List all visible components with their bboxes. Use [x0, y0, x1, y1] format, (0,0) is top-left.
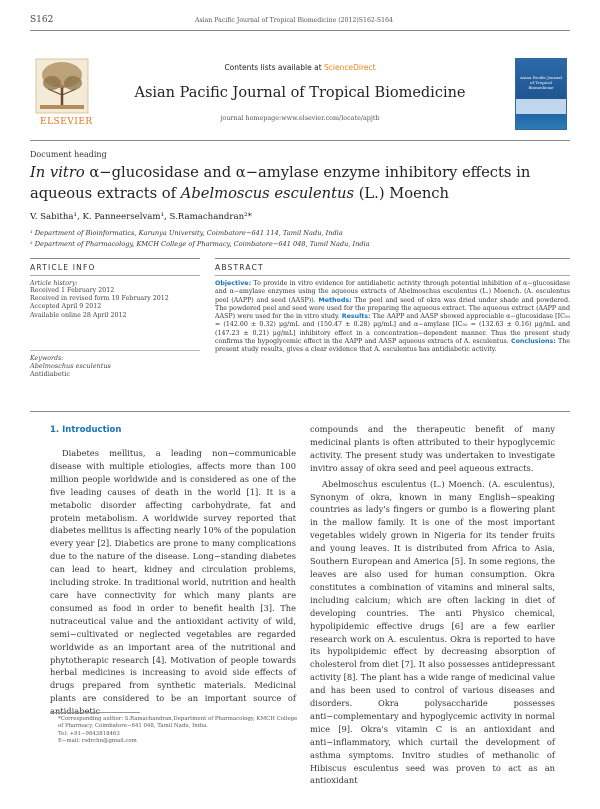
footnote-line: Tel: +91−9843818463 [58, 730, 120, 737]
abstract-text [215, 280, 570, 355]
sciencedirect-link[interactable]: ScienceDirect [324, 63, 376, 72]
history-label: Article history: [30, 280, 78, 287]
results-label: Results: [341, 313, 371, 321]
body-column-right [310, 423, 555, 787]
footnote-line: *Corresponding author: S.Ramachandran,Department of Pharmacology, KMCH College of Pharmacy, Coimbatore−641 048, Tamil Nadu, India. [58, 716, 298, 730]
title-part-species: Abelmoscus esculentus [180, 185, 355, 202]
footnote-email[interactable]: E−mail: rsdrchn@gmail.com [58, 738, 137, 745]
history-revised: Received in revised form 10 February 2012 [30, 295, 169, 303]
cover-band [516, 99, 566, 114]
objective-label: Objective: [215, 280, 252, 287]
conclusions-text: The present study results, gives a clear evidence that A. esculentus has antidiabetic activity. [215, 338, 571, 354]
keyword-item: Antidiabetic [30, 370, 71, 379]
journal-homepage[interactable]: journal homepage:www.elsevier.com/locate/apjtb [220, 114, 380, 122]
keyword-item: Abelmoschus esculentus [30, 361, 111, 370]
article-info-column [30, 258, 200, 379]
affiliation-1: ¹ Department of Bioinformatics, Karunya University, Coimbatore−641 114, Tamil Nadu, India [30, 229, 343, 237]
footnote-rule [50, 712, 140, 713]
masthead [30, 55, 570, 140]
objective-text: To provide in vitro evidence for antidiabetic activity through potential inhibition of α−glucosidase and α−amylase enzymes using the aqueous extracts of Abelmoschus esculentus (L.) Moench. (A. esculentus peel (AAPP) and seed (AASP)). [215, 280, 570, 304]
methods-text: The peel and seed of okra was dried under shade and powdered. The powdered peel and seed were used for the preparing the aqueous extract. The aqueous extract (AAPP and AASP) were used for the in vitro study. [215, 296, 571, 321]
page-number: S162 [30, 15, 54, 25]
body-paragraph: Abelmoschus esculentus (L.) Moench. (A. esculentus), Synonym of okra, known in many English−speaking countries as lady's fingers or gumbo is a flowering plant in the mallow family. It is one of the most important vegetables widely grown in Nigeria for its tender fruits and young leaves. It is distributed from Africa to Asia, Southern European and America [5]. In some regions, the leaves are also used for human consumption. Okra constitutes a combination of vitamins and mineral salts, including calcium; which are often lacking in diet of developing countries. The anti Physico chemical, hypolipidemic effective drugs [6] are a few earlier research work on A. esculentus. Okra is reported to have its hypolipidemic effect by decreasing absorption of cholesterol from diet [7]. It also possesses antidepressant activity [8]. The plant has a wide range of medicinal value and has been used to control of various diseases and disorders. Okra polysaccharide possesses anti−complementary and hypoglycemic activity in normal mice [9]. Okra's vitamin C is an antioxidant and anti−inflammatory, which curtail the development of asthma symptoms. Invitro studies of methanolic of Hibiscus esculentus seed was proven to act as an antioxidant [310, 478, 555, 786]
article-info-rule-bottom [30, 275, 200, 276]
document-heading: Document heading [30, 150, 107, 159]
affiliation-2: ² Department of Pharmacology, KMCH College of Pharmacy, Coimbatore−641 048, Tamil Nadu, India [30, 240, 370, 248]
history-online: Available online 28 April 2012 [30, 311, 127, 319]
body-column-left [50, 423, 296, 718]
article-title [30, 162, 570, 204]
results-text: The AAPP and AASP showed appreciable α−glucosidase [IC₅₀ = (142.60 ± 0.32) μg/mL and (150.47 ± 0.28) μg/mL] and α−amylase [IC₅₀ = (132.63 ± 0.16) μg/mL and (147.23 ± 0.21) μg/mL] inhibitory effect in a concentration−dependent manner. Thus the present study confirms the hypoglycemic effect in the AAPP and AASP aqueous extracts of A. esculentus. [215, 313, 570, 346]
authors: V. Sabitha¹, K. Panneerselvam¹, S.Ramachandran²* [30, 212, 252, 222]
abstract-label: ABSTRACT [215, 263, 264, 272]
conclusions-label: Conclusions: [510, 338, 556, 346]
body-paragraph: Diabetes mellitus, a leading non−communicable disease with multiple etiologies, affects more than 100 million people worldwide and is considered as one of the five leading causes of death in the world [1]. It is a metabolic disorder affecting carbohydrate, fat and protein metabolism. A worldwide survey reported that diabetes mellitus is affecting nearly 10% of the population every year [2]. Diabetics are prone to many complications due to the nature of the disease. Long−standing diabetes can lead to heart, kidney and circulation problems, including stroke. In traditional world, nutrition and health care have connectivity for which many plants are consumed as food in order to benefit health [3]. The nutraceutical value and the antioxidant activity of wild, semi−cultivated or neglected vegetables are regarded worldwide as an important area of the nutritional and phytotherapic research [4]. Motivation of people towards herbal medicines is increasing to avoid side effects of drugs prepared from synthetic materials. Medicinal plants are considered to be an important source of [50, 448, 296, 704]
keywords-rule [30, 350, 200, 351]
title-part-authority: (L.) Moench [354, 185, 449, 202]
body-paragraph: compounds and the therapeutic benefit of many medicinal plants is often attributed to their hypoglycemic activity. The present study was undertaken to investigate invitro assay of okra seed and peel aqueous extracts. [310, 424, 555, 473]
abstract-column [215, 258, 570, 355]
cover-title: Asian Pacific Journal of Tropical Biomedicine [520, 75, 562, 90]
journal-title: Asian Pacific Journal of Tropical Biomedicine [134, 85, 466, 101]
history-accepted: Accepted April 9 2012 [30, 303, 102, 311]
title-part-main: α−glucosidase and α−amylase enzyme inhibitory effects in aqueous extracts of [30, 164, 531, 202]
running-head: Asian Pacific Journal of Tropical Biomedicine (2012)S162-S164 [195, 17, 393, 24]
methods-label: Methods: [318, 296, 352, 304]
history-received: Received 1 February 2012 [30, 287, 115, 294]
section-heading-introduction: 1. Introduction [50, 425, 122, 435]
contents-prefix: Contents lists available at [224, 63, 325, 72]
abstract-rule-bottom [215, 275, 570, 276]
journal-cover-thumbnail [515, 58, 567, 130]
article-info-label: ARTICLE INFO [30, 263, 96, 272]
corresponding-author-footnote [58, 716, 298, 746]
body-rule [30, 411, 570, 412]
keywords-label: Keywords: [30, 354, 64, 362]
elsevier-wordmark: ELSEVIER [40, 117, 93, 127]
contents-line [30, 63, 570, 72]
masthead-rule [30, 140, 570, 141]
title-part-invitro: In vitro [30, 164, 85, 181]
header-rule [30, 30, 570, 31]
